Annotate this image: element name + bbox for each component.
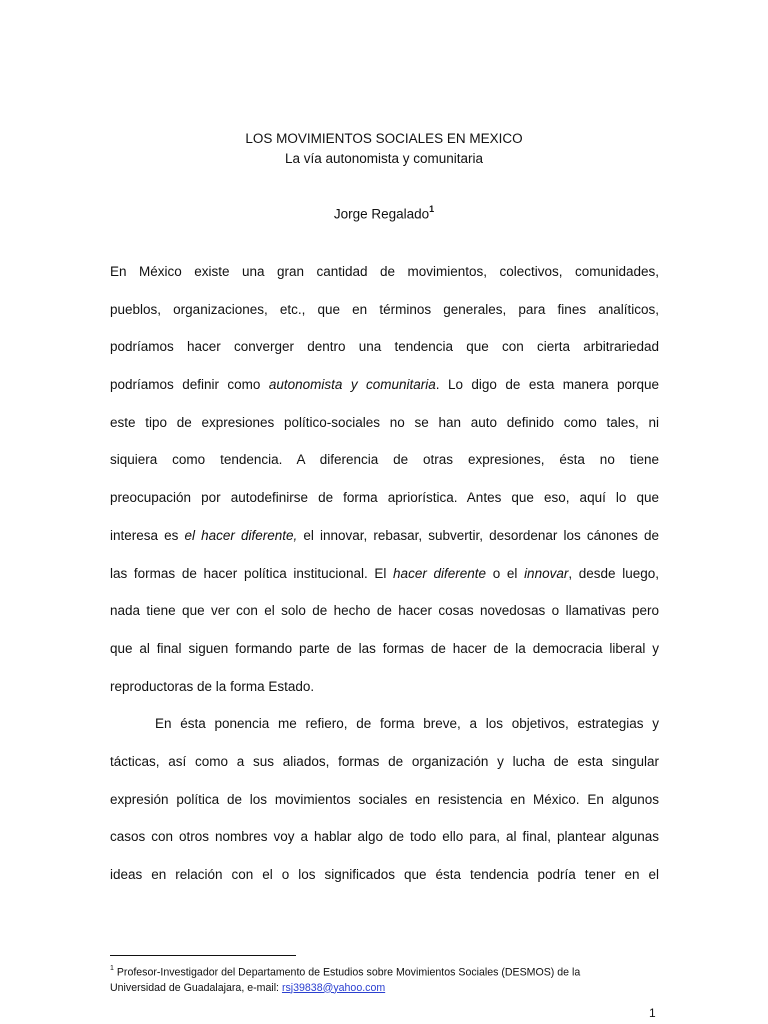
- body-line: En México existe una gran cantidad de movimientos, colectivos, comunidades,: [110, 264, 659, 279]
- footnote-line: [110, 962, 670, 981]
- author-line: [0, 205, 768, 222]
- body-line: que al final siguen formando parte de las formas de hacer de la democracia liberal y: [110, 640, 659, 656]
- body-text-run: o el: [486, 565, 525, 581]
- body-line: [110, 366, 659, 404]
- body-line: ideas en relación con el o los significados que ésta tendencia podría tener en el: [110, 867, 659, 882]
- footnote-divider: [110, 955, 296, 956]
- body-line: pueblos, organizaciones, etc., que en términos generales, para fines analíticos,: [110, 301, 659, 317]
- body-line: siquiera como tendencia. A diferencia de otras expresiones, ésta no tiene: [110, 452, 659, 468]
- page-number: 1: [649, 1006, 656, 1020]
- footnote-line: [110, 981, 670, 996]
- document-subtitle: La vía autonomista y comunitaria: [284, 151, 484, 166]
- body-emphasis: hacer diferente: [393, 565, 487, 581]
- body-text-run: el innovar, rebasar, subvertir, desordenar los cánones de: [297, 527, 659, 543]
- footnote-text: Universidad de Guadalajara, e-mail:: [110, 981, 282, 994]
- body-line: En ésta ponencia me refiero, de forma breve, a los objetivos, estrategias y: [155, 716, 659, 732]
- body-line: casos con otros nombres voy a hablar algo de todo ello para, al final, plantear algunas: [110, 829, 659, 845]
- author-footnote-mark[interactable]: 1: [429, 204, 435, 214]
- body-line: [110, 555, 659, 593]
- body-line: reproductoras de la forma Estado.: [110, 678, 315, 694]
- body-text: [110, 253, 659, 894]
- body-text-run: las formas de hacer política institucional. El: [110, 565, 394, 581]
- body-text-run: interesa es: [110, 527, 185, 543]
- body-line: preocupación por autodefinirse de forma apriorística. Antes que eso, aquí lo que: [110, 490, 659, 506]
- body-line: expresión política de los movimientos sociales en resistencia en México. En algunos: [110, 791, 659, 807]
- body-line: [110, 517, 659, 555]
- body-emphasis: el hacer diferente,: [184, 527, 298, 543]
- body-line: este tipo de expresiones político-sociales no se han auto definido como tales, ni: [110, 414, 659, 430]
- body-line: podríamos hacer converger dentro una tendencia que con cierta arbitrariedad: [110, 339, 659, 355]
- body-emphasis: innovar: [524, 565, 569, 581]
- body-text-run: , desde luego,: [568, 565, 659, 581]
- body-line: tácticas, así como a sus aliados, formas de organización y lucha de esta singular: [110, 753, 659, 769]
- body-text-run: podríamos definir como: [110, 377, 269, 393]
- body-emphasis: autonomista y comunitaria: [268, 377, 436, 393]
- email-link[interactable]: rsj39838@yahoo.com: [281, 981, 386, 994]
- footnote-mark: 1: [110, 965, 114, 972]
- body-text-run: . Lo digo de esta manera porque: [435, 377, 659, 393]
- document-title: LOS MOVIMIENTOS SOCIALES EN MEXICO: [245, 131, 523, 146]
- footnote: [110, 962, 670, 996]
- author-name: Jorge Regalado: [333, 206, 430, 222]
- body-line: nada tiene que ver con el solo de hecho de hacer cosas novedosas o llamativas pero: [110, 603, 659, 619]
- footnote-text: Profesor-Investigador del Departamento de Estudios sobre Movimientos Sociales (DESMOS) de la: [113, 966, 581, 979]
